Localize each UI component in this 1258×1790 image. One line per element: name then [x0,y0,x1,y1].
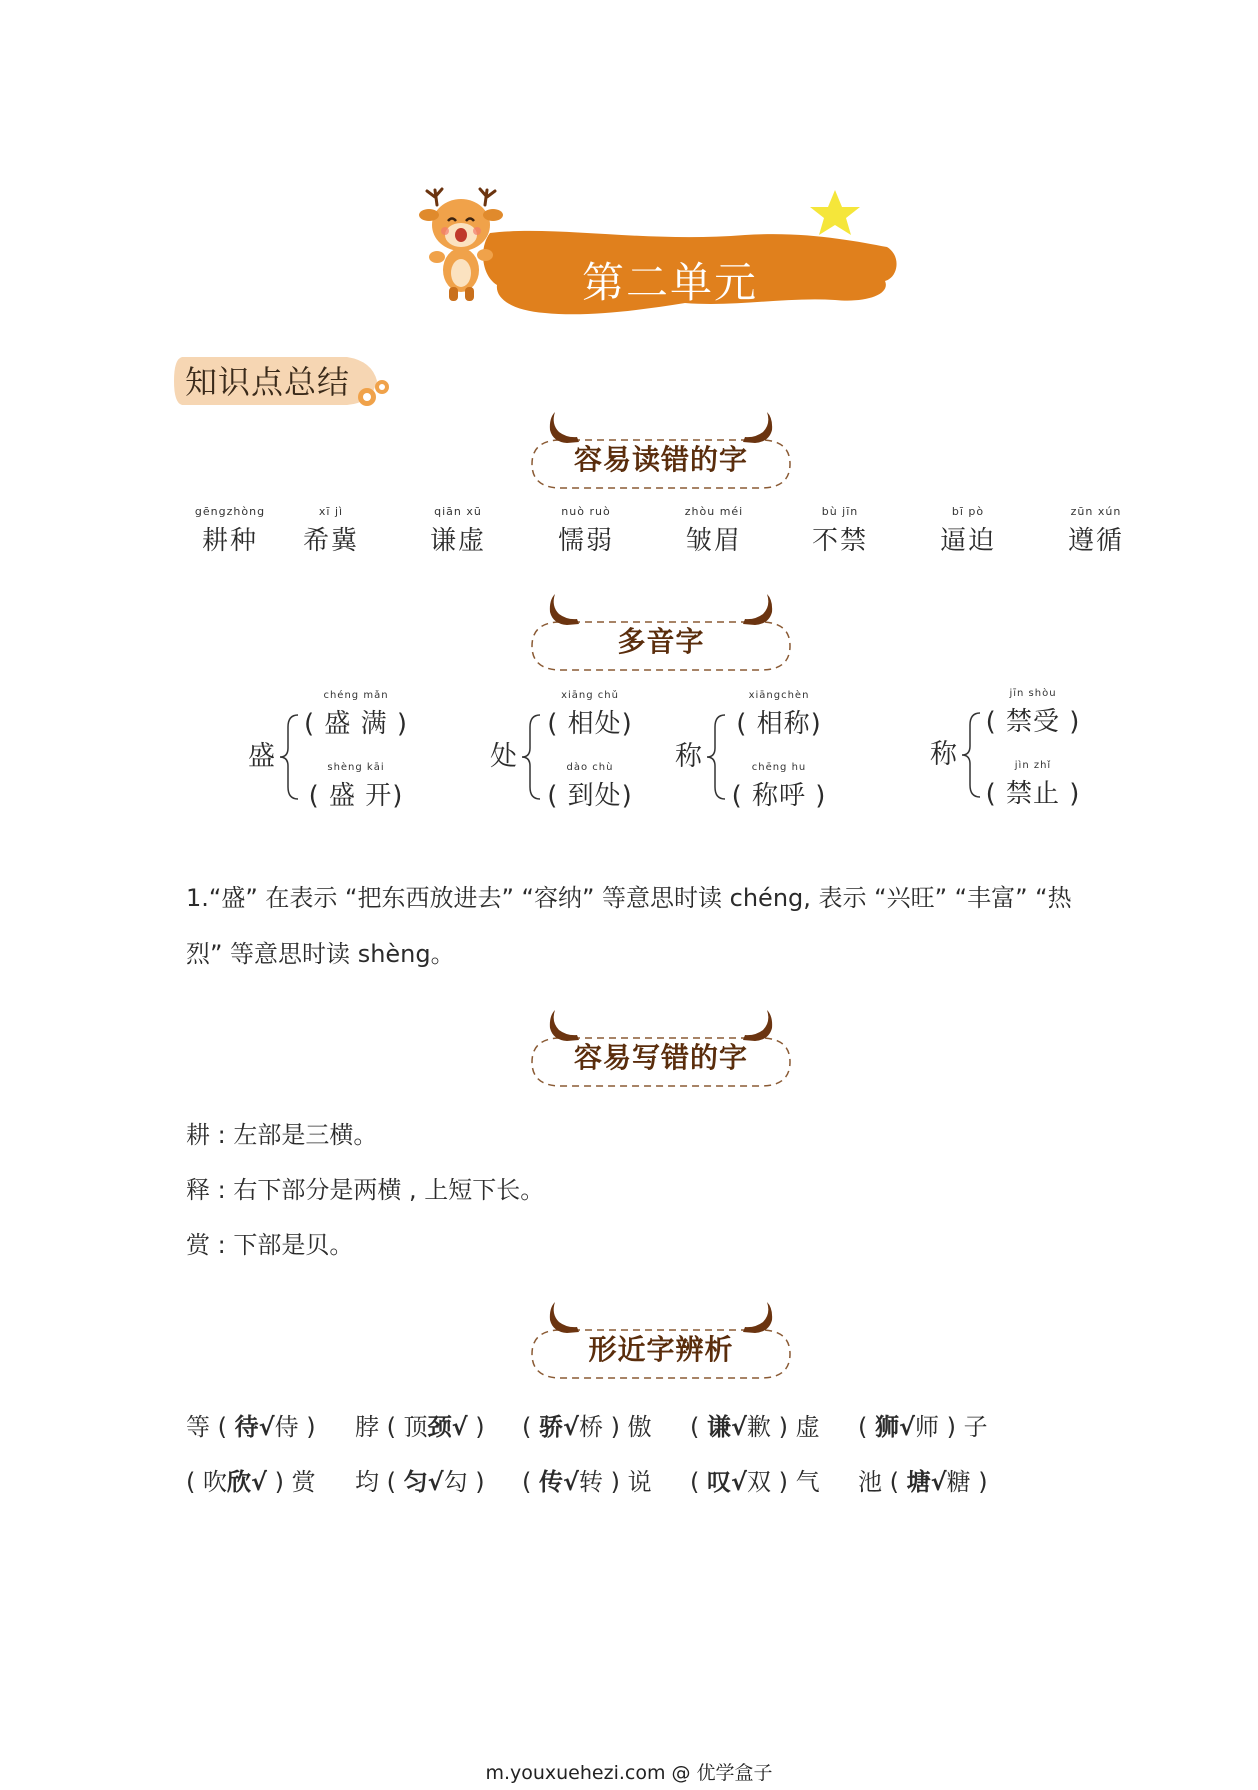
vocab-word: qiān xū 谦虚 [429,505,486,556]
similar-pair: ( 吹欣√ ) 赏 [186,1468,316,1496]
polyphonic-word: jīn shòu ( 禁受 ) [985,688,1081,737]
vocab-word: zhòu méi 皱眉 [684,505,744,556]
note-line: 烈” 等意思时读 shèng。 [186,940,455,968]
section-title: 多音字 [617,625,705,658]
polyphonic-char: 称 [930,739,957,770]
similar-pair: ( 传√转 ) 说 [522,1468,652,1496]
vocab-word: gēngzhòng 耕种 [194,505,266,556]
vocab-word: xī jì 希冀 [302,505,359,556]
footer-link[interactable]: m.youxuehezi.com @ 优学盒子 [485,1762,773,1784]
similar-pair: 池 ( 塘√糖 ) [858,1468,988,1496]
miswrite-item: 释 : 右下部分是两横 , 上短下长。 [186,1176,545,1204]
miswrite-item: 赏 : 下部是贝。 [186,1231,354,1259]
polyphonic-word: dào chù ( 到处) [547,762,633,811]
similar-pair: ( 谦√歉 ) 虚 [690,1413,820,1441]
brace-icon [520,712,542,802]
polyphonic-word: xiāngchèn ( 相称) [736,690,822,739]
section-header-similar [525,1300,797,1380]
summary-label: 知识点总结 [185,363,351,401]
section-header-polyphonic [525,592,797,672]
polyphonic-word: chéng mǎn ( 盛 满 ) [303,690,409,739]
section-title: 容易写错的字 [573,1041,748,1074]
section-title: 形近字辨析 [588,1333,734,1366]
vocab-word: bī pò 逼迫 [939,505,996,556]
similar-pair: ( 骄√桥 ) 傲 [522,1413,652,1441]
star-icon [810,190,860,235]
vocab-word: zūn xún 遵循 [1067,505,1124,556]
polyphonic-char: 盛 [248,741,275,772]
miswrite-item: 耕 : 左部是三横。 [186,1121,378,1149]
unit-title: 第二单元 [581,258,758,307]
similar-pair: 脖 ( 顶颈√ ) [355,1413,485,1441]
vocab-word: nuò ruò 懦弱 [557,505,614,556]
section-header-misread [525,410,797,490]
section-header-miswrite [525,1008,797,1088]
similar-pair: 等 ( 待√侍 ) [186,1413,316,1441]
similar-pair: ( 狮√师 ) 子 [858,1413,988,1441]
polyphonic-word: xiāng chǔ ( 相处) [547,690,633,739]
similar-pair: 均 ( 匀√勾 ) [355,1468,485,1496]
polyphonic-char: 称 [675,741,702,772]
polyphonic-word: jìn zhǐ ( 禁止 ) [985,760,1081,809]
vocab-word: bù jīn 不禁 [811,505,868,556]
polyphonic-char: 处 [490,741,517,772]
similar-pair: ( 叹√双 ) 气 [690,1468,820,1496]
polyphonic-word: chēng hu ( 称呼 ) [731,762,827,811]
section-title: 容易读错的字 [573,443,748,476]
polyphonic-word: shèng kāi ( 盛 开) [308,762,404,811]
note-line: 1.“盛” 在表示 “把东西放进去” “容纳” 等意思时读 chéng, 表示 “兴旺” “丰富” “热 [186,884,1072,912]
